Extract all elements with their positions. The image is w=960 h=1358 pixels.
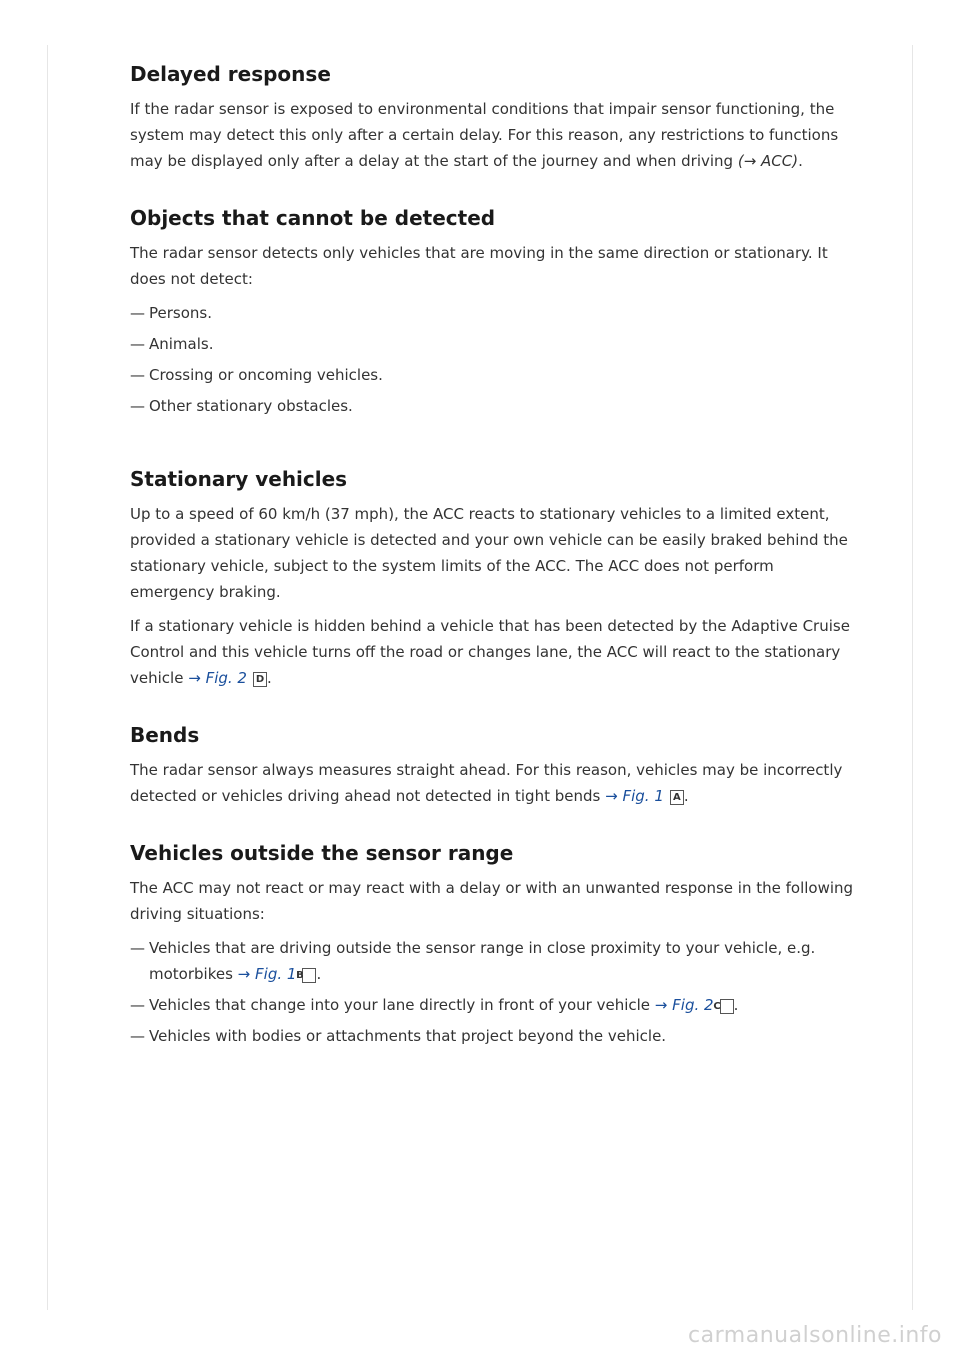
section-objects-not-detected [130, 202, 860, 419]
paragraph-outside: The ACC may not react or may react with a delay or with an unwanted response in the following driving situations: [130, 879, 854, 923]
paragraph-stationary-1: Up to a speed of 60 km/h (37 mph), the ACC reacts to stationary vehicles to a limited extent, provided a stationary vehicle is detected and your own vehicle can be easily braked behind the stationary vehicle, subject to the system limits of the ACC. The ACC does not perform emergency braking. [130, 505, 848, 601]
heading-outside-sensor-range: Vehicles outside the sensor range [130, 841, 514, 865]
list-item: — Vehicles with bodies or attachments that project beyond the vehicle. [130, 1027, 667, 1045]
left-margin-rule [47, 45, 48, 1310]
acc-reference: (→ ACC) [737, 152, 799, 170]
fig-1-link[interactable]: Fig. 1 [255, 965, 297, 983]
fig-2-link[interactable]: Fig. 2 [205, 669, 247, 687]
heading-bends: Bends [130, 723, 200, 747]
arrow-icon: → [605, 787, 618, 805]
label-box-c: C [720, 999, 734, 1014]
page-content [130, 58, 860, 1077]
paragraph-bends: The radar sensor always measures straight ahead. For this reason, vehicles may be incorrectly detected or vehicles driving ahead not detected in tight bends → Fig. 1 A . [130, 761, 843, 805]
section-delayed-response [130, 58, 860, 174]
list-item: — Persons. [130, 304, 212, 322]
right-margin-rule [912, 45, 913, 1310]
paragraph-objects: The radar sensor detects only vehicles that are moving in the same direction or stationary. It does not detect: [130, 244, 828, 288]
watermark: carmanualsonline.info [688, 1323, 942, 1348]
label-box-d: D [253, 672, 267, 687]
label-box-b: B [302, 968, 316, 983]
arrow-icon: → [188, 669, 201, 687]
arrow-icon: → [237, 965, 251, 983]
heading-objects-not-detected: Objects that cannot be detected [130, 206, 496, 230]
label-box-a: A [670, 790, 684, 805]
paragraph-stationary-2: If a stationary vehicle is hidden behind a vehicle that has been detected by the Adaptive Cruise Control and this vehicle turns off the road or changes lane, the ACC will react to the stationary vehicle → Fig. 2 D . [130, 617, 850, 687]
section-stationary-vehicles [130, 463, 860, 691]
fig-1-link[interactable]: Fig. 1 [622, 787, 664, 805]
list-item: — Vehicles that change into your lane directly in front of your vehicle → Fig. 2C . [130, 996, 739, 1014]
arrow-icon: → [654, 996, 668, 1014]
section-outside-sensor-range [130, 837, 860, 1049]
list-item: — Other stationary obstacles. [130, 397, 353, 415]
undetected-list [130, 300, 860, 419]
list-item: — Vehicles that are driving outside the sensor range in close proximity to your vehicle, e.g. motorbikes → Fig. 1B . [130, 939, 816, 983]
section-bends [130, 719, 860, 809]
situations-list [130, 935, 860, 1049]
list-item: — Animals. [130, 335, 214, 353]
paragraph-delayed-response: If the radar sensor is exposed to environmental conditions that impair sensor functioning, the system may detect this only after a certain delay. For this reason, any restrictions to functions may be displayed only after a delay at the start of the journey and when driving (→ ACC). [130, 100, 839, 170]
fig-2-link[interactable]: Fig. 2 [672, 996, 714, 1014]
heading-stationary-vehicles: Stationary vehicles [130, 467, 348, 491]
list-item: — Crossing or oncoming vehicles. [130, 366, 383, 384]
heading-delayed-response: Delayed response [130, 62, 331, 86]
